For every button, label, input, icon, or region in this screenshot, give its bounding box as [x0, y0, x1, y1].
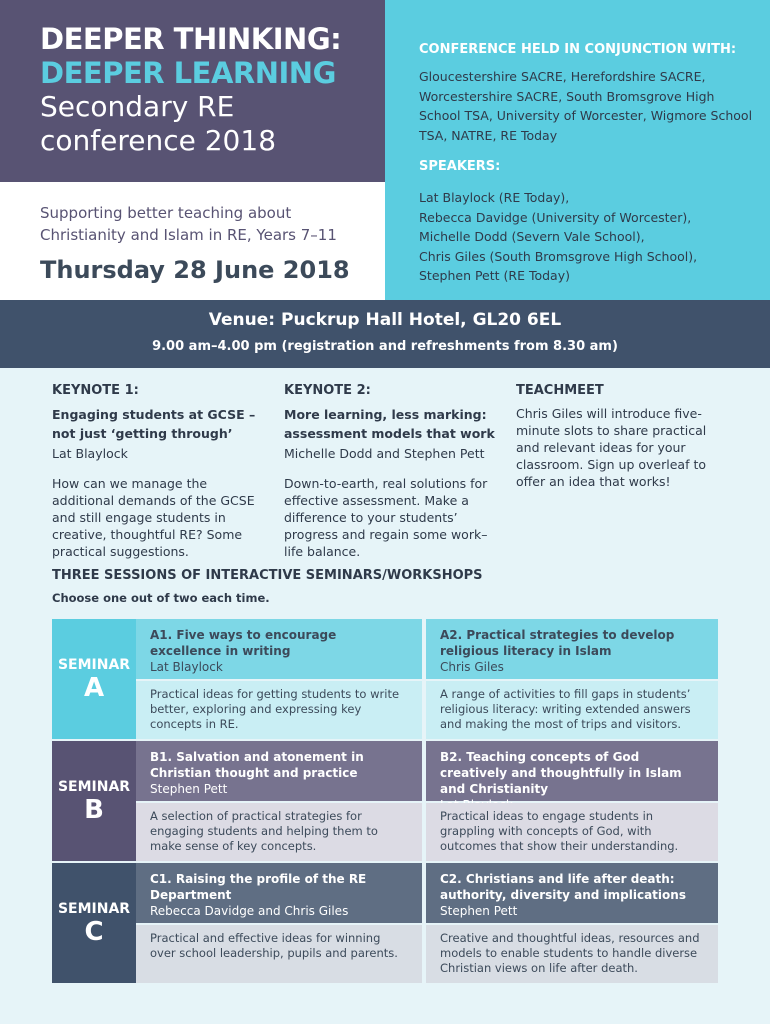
- venue-time: 9.00 am–4.00 pm (registration and refreshments from 8.30 am): [152, 339, 618, 354]
- seminar-word: SEMINAR: [57, 901, 131, 917]
- seminar-option-speaker: Stephen Pett: [440, 904, 518, 918]
- seminar-option-speaker: Rebecca Davidge and Chris Giles: [150, 904, 349, 918]
- seminar-option-speaker: Lat Blaylock: [150, 660, 223, 674]
- seminar-option-title-cell: [136, 619, 422, 679]
- title-line-3: Secondary RE: [40, 90, 235, 123]
- seminar-option-description: A range of activities to fill gaps in students’ religious literacy: writing extended answers and making the most of trips and visitors.: [426, 681, 718, 739]
- subtitle-panel: [0, 182, 385, 300]
- seminar-option-title-cell: [136, 863, 422, 923]
- speaker-item: Stephen Pett (RE Today): [419, 268, 570, 283]
- speaker-item: Chris Giles (South Bromsgrove High School),: [419, 248, 698, 264]
- speaker-item: Michelle Dodd (Severn Vale School),: [419, 229, 645, 244]
- speakers-list: [419, 188, 754, 286]
- event-date: Thursday 28 June 2018: [40, 256, 350, 284]
- seminar-option-description: Practical and effective ideas for winning over school leadership, pupils and parents.: [136, 925, 422, 983]
- speakers-heading: SPEAKERS:: [419, 159, 501, 174]
- seminar-option-description: Practical ideas to engage students in grappling with concepts of God, with outcomes that show their understanding.: [426, 803, 718, 861]
- sessions-heading: THREE SESSIONS OF INTERACTIVE SEMINARS/WORKSHOPS: [52, 568, 483, 583]
- seminar-letter: C: [84, 917, 104, 947]
- seminar-option-title-cell: [426, 741, 718, 801]
- seminar-option-title-cell: [426, 619, 718, 679]
- partners-panel: [385, 0, 770, 300]
- seminar-option-description: A selection of practical strategies for engaging students and helping them to make sense of key concepts.: [136, 803, 422, 861]
- seminar-letter: B: [84, 795, 104, 825]
- seminar-option-title-cell: [136, 741, 422, 801]
- seminar-option-title-cell: [426, 863, 718, 923]
- keynote-1-speaker: Lat Blaylock: [52, 446, 128, 461]
- keynote-2-description: Down-to-earth, real solutions for effective assessment. Make a difference to your students’ progress and regain some work–life balance.: [284, 476, 488, 559]
- seminar-b-label: [52, 741, 136, 861]
- teachmeet-heading: TEACHMEET: [516, 383, 604, 398]
- seminar-a-label: [52, 619, 136, 739]
- seminar-option-title: C2. Christians and life after death: authority, diversity and implications: [440, 872, 686, 902]
- keynote-1: [52, 382, 267, 560]
- teachmeet-description: Chris Giles will introduce five-minute slots to share practical and relevant ideas for your classroom. Sign up overleaf to offer an idea that works!: [516, 406, 707, 489]
- seminar-c-label: [52, 863, 136, 983]
- seminar-letter: A: [83, 673, 105, 703]
- keynote-1-title: Engaging students at GCSE – not just ‘getting through’: [52, 407, 256, 441]
- seminar-word: SEMINAR: [57, 657, 131, 673]
- partners-heading: CONFERENCE HELD IN CONJUNCTION WITH:: [419, 42, 737, 57]
- speaker-item: Rebecca Davidge (University of Worcester),: [419, 209, 692, 225]
- keynote-2-speaker: Michelle Dodd and Stephen Pett: [284, 446, 485, 461]
- seminar-option-description: Creative and thoughtful ideas, resources and models to enable students to handle diverse Christian views on life after death.: [426, 925, 718, 983]
- seminar-option-title: C1. Raising the profile of the RE Department: [150, 872, 367, 902]
- seminar-option-title: A1. Five ways to encourage excellence in writing: [150, 628, 337, 658]
- teachmeet: [516, 382, 731, 490]
- seminar-word: SEMINAR: [57, 779, 131, 795]
- sessions-subheading: Choose one out of two each time.: [52, 591, 270, 605]
- venue-line: Venue: Puckrup Hall Hotel, GL20 6EL: [208, 310, 562, 330]
- title-panel: [0, 0, 385, 182]
- keynote-2-heading: KEYNOTE 2:: [284, 383, 371, 398]
- seminar-option-title: B2. Teaching concepts of God creatively and thoughtfully in Islam and Christianity: [440, 750, 682, 796]
- seminar-option-description: Practical ideas for getting students to write better, exploring and expressing key concepts in RE.: [136, 681, 422, 739]
- speaker-item: Lat Blaylock (RE Today),: [419, 190, 570, 205]
- keynote-1-description: How can we manage the additional demands of the GCSE and still engage students in creative, thoughtful RE? Some practical suggestions.: [52, 476, 255, 559]
- keynote-2-title: More learning, less marking: assessment models that work: [284, 407, 495, 441]
- seminar-option-title: A2. Practical strategies to develop religious literacy in Islam: [440, 628, 675, 658]
- subtitle: Supporting better teaching about Christianity and Islam in RE, Years 7–11: [40, 204, 337, 244]
- title-line-4: conference 2018: [40, 124, 277, 157]
- seminar-option-title: B1. Salvation and atonement in Christian thought and practice: [150, 750, 364, 780]
- seminar-option-speaker: Chris Giles: [440, 660, 504, 674]
- keynote-1-heading: KEYNOTE 1:: [52, 383, 139, 398]
- title-line-2: DEEPER LEARNING: [40, 56, 336, 90]
- title-line-1: DEEPER THINKING:: [40, 22, 342, 56]
- venue-bar: [0, 300, 770, 368]
- seminar-option-speaker: Stephen Pett: [150, 782, 228, 796]
- partners-text: Gloucestershire SACRE, Herefordshire SACRE, Worcestershire SACRE, South Bromsgrove High School TSA, University of Worcester, Wigmore School TSA, NATRE, RE Today: [419, 69, 753, 143]
- keynote-2: [284, 382, 499, 560]
